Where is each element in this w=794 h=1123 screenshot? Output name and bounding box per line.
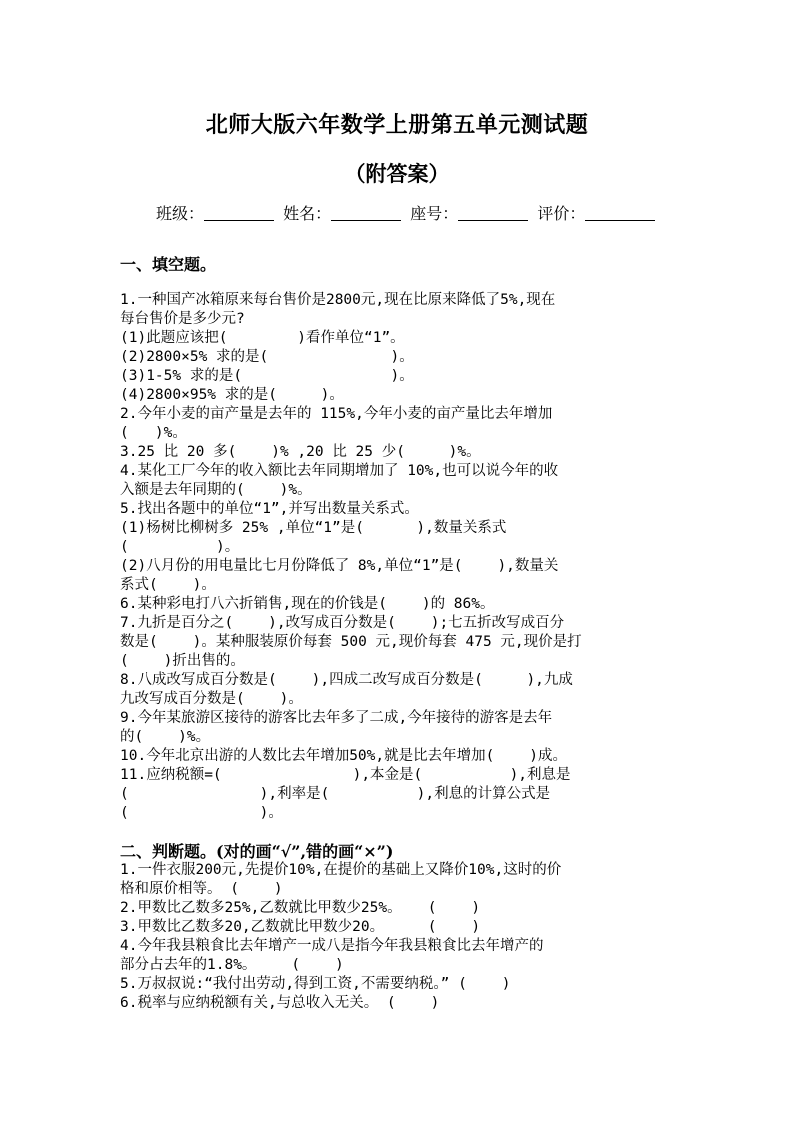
class-blank: [204, 206, 274, 221]
name-label: 姓名：: [283, 204, 332, 223]
section-fill-blank-questions: [120, 291, 676, 823]
question-line: ( ),利率是( ),利息的计算公式是: [120, 786, 551, 802]
question-line: ( )。: [120, 539, 240, 555]
question-line: 格和原价相等。 ( ): [120, 881, 283, 897]
question-line: 每台售价是多少元?: [120, 311, 245, 327]
grade-label: 评价：: [537, 204, 586, 223]
question-line: 11.应纳税额=( ),本金是( ),利息是: [120, 767, 571, 783]
seat-label: 座号：: [410, 204, 459, 223]
question-line: 5.找出各题中的单位“1”,并写出数量关系式。: [120, 501, 419, 517]
page-subtitle: （附答案）: [344, 161, 450, 186]
question-line: 3.甲数比乙数多20,乙数就比甲数少20。 ( ): [120, 919, 481, 935]
question-line: 1.一件衣服200元,先提价10%,在提价的基础上又降价10%,这时的价: [120, 862, 562, 878]
question-line: 4.某化工厂今年的收入额比去年同期增加了 10%,也可以说今年的收: [120, 463, 559, 479]
question-line: (1)杨树比柳树多 25% ,单位“1”是( ),数量关系式: [120, 520, 507, 536]
question-line: ( )折出售的。: [120, 653, 245, 669]
question-line: 九改写成百分数是( )。: [120, 691, 303, 707]
question-line: 10.今年北京出游的人数比去年增加50%,就是比去年增加( )成。: [120, 748, 567, 764]
question-line: 5.万叔叔说:“我付出劳动,得到工资,不需要纳税。” ( ): [120, 976, 511, 992]
page-title: 北师大版六年数学上册第五单元测试题: [205, 112, 589, 138]
question-line: 6.税率与应纳税额有关,与总收入无关。 ( ): [120, 995, 440, 1011]
grade-blank: [585, 206, 655, 221]
question-line: 2.甲数比乙数多25%,乙数就比甲数少25%。 ( ): [120, 900, 481, 916]
question-line: (4)2800×95% 求的是( )。: [120, 387, 344, 403]
question-line: 1.一种国产冰箱原来每台售价是2800元,现在比原来降低了5%,现在: [120, 292, 556, 308]
question-line: (2)八月份的用电量比七月份降低了 8%,单位“1”是( ),数量关: [120, 558, 559, 574]
question-line: (3)1-5% 求的是( )。: [120, 368, 414, 384]
question-line: 4.今年我县粮食比去年增产一成八是指今年我县粮食比去年增产的: [120, 938, 544, 954]
name-blank: [331, 206, 401, 221]
class-label: 班级：: [156, 204, 205, 223]
question-line: ( )。: [120, 805, 283, 821]
question-line: (2)2800×5% 求的是( )。: [120, 349, 414, 365]
section-fill-blank-heading: 一、填空题。: [120, 255, 217, 274]
section-true-false-questions: [120, 861, 676, 1013]
question-line: 8.八成改写成百分数是( ),四成二改写成百分数是( ),九成: [120, 672, 573, 688]
question-line: 9.今年某旅游区接待的游客比去年多了二成,今年接待的游客是去年: [120, 710, 553, 726]
question-line: 6.某种彩电打八六折销售,现在的价钱是( )的 86%。: [120, 596, 495, 612]
student-info-row: [156, 201, 676, 224]
seat-blank: [458, 206, 528, 221]
section-true-false-heading: 二、判断题。(对的画“√”,错的画“×”): [120, 842, 394, 861]
question-line: ( )%。: [120, 425, 187, 441]
question-line: 7.九折是百分之( ),改写成百分数是( );七五折改写成百分: [120, 615, 565, 631]
question-line: 3.25 比 20 多( )% ,20 比 25 少( )%。: [120, 444, 481, 460]
question-line: 数是( )。某种服装原价每套 500 元,现价每套 475 元,现价是打: [120, 634, 582, 650]
question-line: 系式( )。: [120, 577, 216, 593]
question-line: 入额是去年同期的( )%。: [120, 482, 312, 498]
question-line: (1)此题应该把( )看作单位“1”。: [120, 330, 405, 346]
question-line: 2.今年小麦的亩产量是去年的 115%,今年小麦的亩产量比去年增加: [120, 406, 553, 422]
question-line: 部分占去年的1.8%。 ( ): [120, 957, 344, 973]
question-line: 的( )%。: [120, 729, 211, 745]
